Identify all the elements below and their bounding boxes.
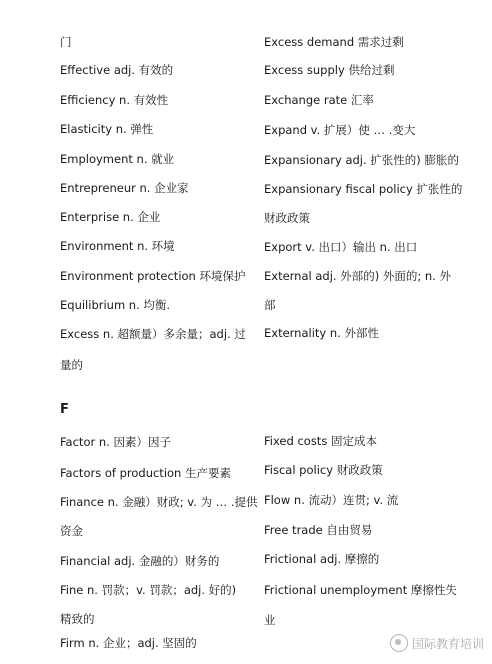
- entry-line: Fixed costs 固定成本: [264, 434, 377, 448]
- entry-line: Employment n. 就业: [60, 152, 175, 166]
- entry-line: Enterprise n. 企业: [60, 210, 161, 224]
- entry-line: Flow n. 流动）连贯; v. 流: [264, 493, 399, 507]
- entry-line: 财政政策: [264, 211, 310, 225]
- watermark-text: 国际教育培训: [411, 636, 484, 651]
- entry-line: Excess n. 超额量）多余量；adj. 过: [60, 327, 246, 341]
- section-heading: F: [60, 402, 69, 417]
- entry-line: Firm n. 企业；adj. 坚固的: [60, 636, 197, 650]
- entry-line: Finance n. 金融）财政; v. 为 … .提供: [60, 495, 258, 509]
- entry-line: Free trade 自由贸易: [264, 523, 373, 537]
- entry-line: 业: [264, 613, 276, 627]
- entry-line: 资金: [60, 524, 83, 538]
- entry-line: Efficiency n. 有效性: [60, 93, 169, 107]
- entry-line: Entrepreneur n. 企业家: [60, 181, 189, 195]
- entry-line: Expansionary fiscal policy 扩张性的: [264, 182, 463, 196]
- entry-line: Environment protection 环境保护: [60, 269, 246, 283]
- entry-line: Excess supply 供给过剩: [264, 63, 395, 77]
- watermark: [390, 634, 484, 652]
- entry-line: 门: [60, 35, 72, 49]
- entry-line: Equilibrium n. 均衡.: [60, 298, 171, 312]
- entry-line: Externality n. 外部性: [264, 326, 379, 340]
- entry-line: 精致的: [60, 612, 95, 626]
- entry-line: Factor n. 因素）因子: [60, 435, 171, 449]
- entry-line: Financial adj. 金融的）财务的: [60, 554, 220, 568]
- entry-line: Elasticity n. 弹性: [60, 122, 154, 136]
- entry-line: 量的: [60, 358, 83, 372]
- entry-line: Expand v. 扩展）使 … .变大: [264, 123, 416, 137]
- entry-line: Factors of production 生产要素: [60, 466, 231, 480]
- entry-line: Frictional adj. 摩擦的: [264, 552, 380, 566]
- entry-line: Exchange rate 汇率: [264, 93, 374, 107]
- entry-line: Effective adj. 有效的: [60, 63, 174, 77]
- entry-line: 部: [264, 298, 276, 312]
- entry-line: Expansionary adj. 扩张性的) 膨胀的: [264, 153, 459, 167]
- entry-line: Fine n. 罚款；v. 罚款；adj. 好的): [60, 583, 237, 597]
- entry-line: Export v. 出口）输出 n. 出口: [264, 240, 418, 254]
- entry-line: External adj. 外部的) 外面的; n. 外: [264, 269, 451, 283]
- entry-line: Excess demand 需求过剩: [264, 35, 404, 49]
- entry-line: Frictional unemployment 摩擦性失: [264, 583, 457, 597]
- wechat-logo-icon: [390, 634, 408, 652]
- entry-line: Environment n. 环境: [60, 239, 175, 253]
- entry-line: Fiscal policy 财政政策: [264, 463, 383, 477]
